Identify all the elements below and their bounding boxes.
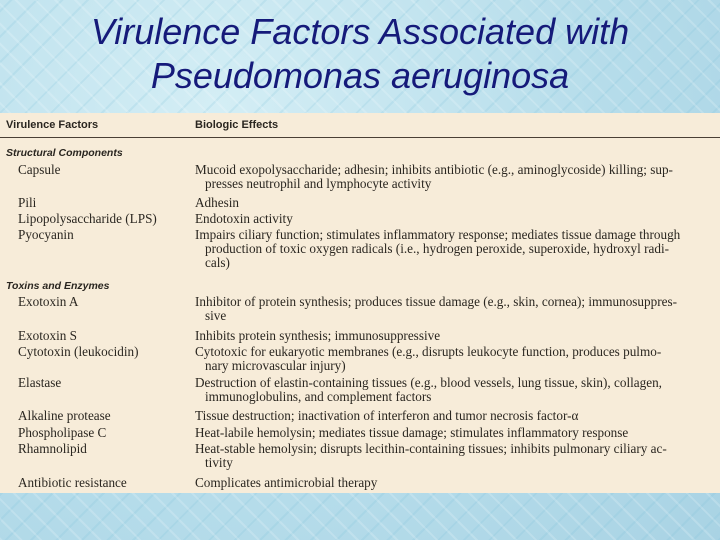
factor-name: Cytotoxin (leukocidin) xyxy=(18,344,139,359)
effect-line: Destruction of elastin-containing tissues (e.g., blood vessels, lung tissue, skin), collagen, xyxy=(195,375,662,390)
table-header xyxy=(0,113,720,138)
effect-line: nary microvascular injury) xyxy=(205,358,346,373)
effect-line: presses neutrophil and lymphocyte activity xyxy=(205,176,432,191)
biologic-effect xyxy=(195,376,720,404)
biologic-effect: Complicates antimicrobial therapy xyxy=(195,475,378,490)
virulence-factors-table xyxy=(0,113,720,493)
biologic-effect: Inhibits protein synthesis; immunosuppressive xyxy=(195,328,441,343)
factor-name: Exotoxin A xyxy=(18,294,79,309)
biologic-effect xyxy=(195,442,720,470)
effect-line: Mucoid exopolysaccharide; adhesin; inhibits antibiotic (e.g., aminoglycoside) killing; sup- xyxy=(195,162,673,177)
column-header-virulence-factors: Virulence Factors xyxy=(6,119,99,131)
factor-name: Capsule xyxy=(18,162,61,177)
slide-title xyxy=(0,10,720,98)
factor-name: Antibiotic resistance xyxy=(18,475,127,490)
effect-line: Cytotoxic for eukaryotic membranes (e.g., disrupts leukocyte function, produces pulmo- xyxy=(195,344,662,359)
biologic-effect: Endotoxin activity xyxy=(195,211,293,226)
slide-title-line-1: Virulence Factors Associated with xyxy=(90,11,630,52)
effect-line: cals) xyxy=(205,255,230,270)
factor-name: Elastase xyxy=(18,375,62,390)
factor-name: Phospholipase C xyxy=(18,425,107,440)
section-header-toxins-and-enzymes: Toxins and Enzymes xyxy=(6,280,110,292)
factor-name: Lipopolysaccharide (LPS) xyxy=(18,211,157,226)
effect-line: production of toxic oxygen radicals (i.e., hydrogen peroxide, superoxide, hydroxyl radi- xyxy=(205,241,669,256)
section-header-structural-components: Structural Components xyxy=(6,147,123,159)
factor-name: Rhamnolipid xyxy=(18,441,87,456)
effect-line: Heat-stable hemolysin; disrupts lecithin-containing tissues; inhibits pulmonary ciliary ac- xyxy=(195,441,667,456)
effect-line: Impairs ciliary function; stimulates inflammatory response; mediates tissue damage through xyxy=(195,227,681,242)
slide-title-line-2: Pseudomonas aeruginosa xyxy=(150,55,570,96)
effect-line: immunoglobulins, and complement factors xyxy=(205,389,432,404)
factor-name: Alkaline protease xyxy=(18,408,111,423)
biologic-effect: Heat-labile hemolysin; mediates tissue damage; stimulates inflammatory response xyxy=(195,425,629,440)
biologic-effect xyxy=(195,345,720,373)
biologic-effect: Adhesin xyxy=(195,195,239,210)
effect-line: Inhibitor of protein synthesis; produces tissue damage (e.g., skin, cornea); immunosuppres- xyxy=(195,294,677,309)
biologic-effect xyxy=(195,295,720,323)
factor-name: Pili xyxy=(18,195,37,210)
effect-line: tivity xyxy=(205,455,233,470)
factor-name: Exotoxin S xyxy=(18,328,77,343)
slide-background-strip xyxy=(0,493,720,540)
biologic-effect xyxy=(195,228,720,270)
effect-line: sive xyxy=(205,308,227,323)
column-header-biologic-effects: Biologic Effects xyxy=(195,119,279,131)
biologic-effect xyxy=(195,163,720,191)
biologic-effect: Tissue destruction; inactivation of interferon and tumor necrosis factor-α xyxy=(195,408,579,423)
factor-name: Pyocyanin xyxy=(18,227,74,242)
